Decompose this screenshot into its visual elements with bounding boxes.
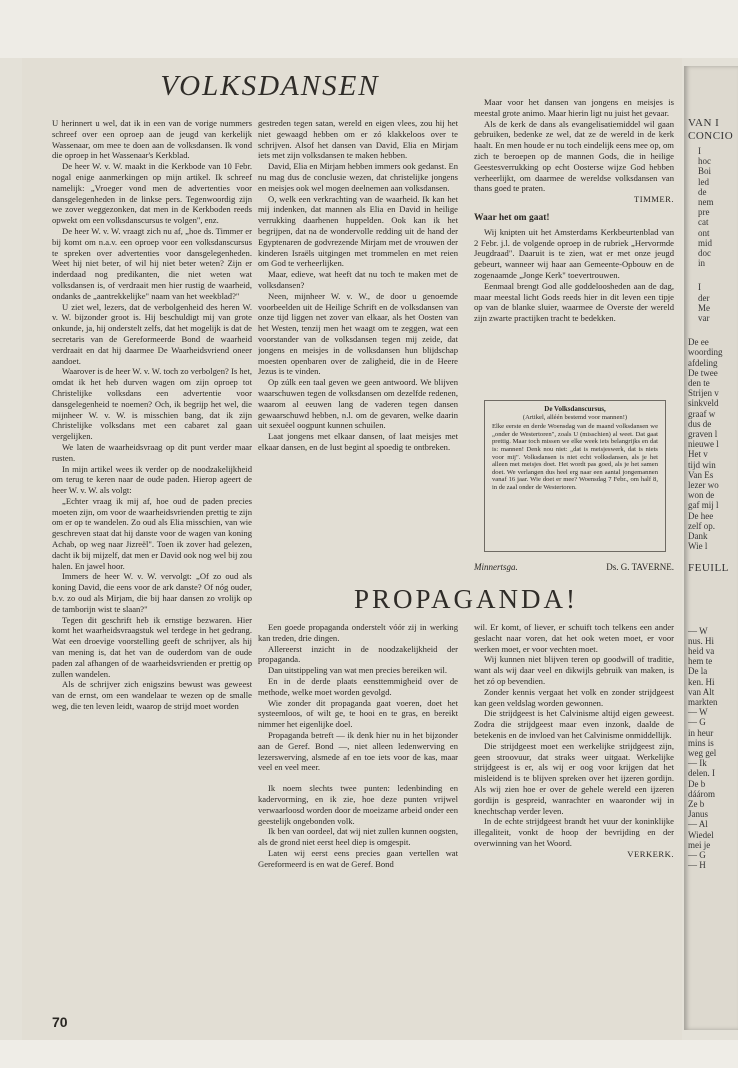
adjacent-page-text-fragment: hem te [688, 656, 713, 667]
adjacent-page-text-fragment: sinkveld [688, 398, 719, 409]
scan-border-top [0, 0, 738, 58]
adjacent-page-text-fragment: Van Es [688, 469, 714, 480]
page-number: 70 [52, 1014, 68, 1030]
paragraph: Laten wij eerst eens precies gaan vertellen wat Gereformeerd is en wat de Geref. Bond [258, 847, 458, 869]
adjacent-page-text-fragment: zelf op. [688, 520, 715, 531]
quoted-clipping-box [484, 400, 666, 552]
adjacent-page-text-fragment: VAN I [688, 117, 720, 129]
author: Ds. G. TAVERNE. [606, 562, 674, 572]
adjacent-page-text-fragment: — Al [688, 819, 708, 830]
paragraph: Maar voor het dansen van jongens en meisjes is meestal grote animo. Maar hierin ligt nu juist het gevaar. [474, 97, 674, 118]
paragraph: U ziet wel, lezers, dat de verbolgenheid des heren W. v. W. bijzonder groot is. Hij beschuldigt mij van grote onkunde, ja, hij onderstelt zelfs, dat het mogelijk is dat de secretaris van de Gereformeerde Bond de waarheid verdraait en dat hij daarmee De Waarheidsvriend oneer aandoet. [52, 301, 252, 366]
volksdansen-column-1 [52, 118, 252, 1006]
paragraph: We laten de waarheidsvraag op dit punt verder maar rusten. [52, 441, 252, 463]
propaganda-column-2 [474, 622, 674, 1004]
adjacent-page-text-fragment: lezer wo [688, 480, 719, 490]
paragraph: David, Elia en Mirjam hebben immers ook gedanst. En nu mag dus de conclusie wezen, dat christelijke jongens en meisjes ook wel mogen deelnemen aan volksdansen. [258, 161, 458, 193]
paragraph: Waarover is de heer W. v. W. toch zo verbolgen? Is het, omdat ik het heb durven wagen om zijn oproep tot Christelijke volksdans een advertentie voor dansgelegenheid te noemen? Och, ik begrijp het wel, die mijnheer W. v. W. is misschien bang, dat ik zijn Christelijke volksdans met een cabaret zal gaan vergelijken. [52, 366, 252, 442]
adjacent-page-text-fragment: dáárom [688, 788, 715, 799]
clipping-subtitle: (Artikel, alléén bestemd voor mannen!) [522, 413, 628, 421]
paragraph: Zonder kennis vergaat het volk en zonder strijdgeest kan geen veldslag worden gewonnen. [474, 686, 674, 708]
paragraph: Als de kerk de dans als evangelisatiemiddel wil gaan gebruiken, bedenke ze wel, dat ze de wereld in de kerk haalt. En men houde er nu toch eindelijk eens mee op, om zich te beroepen op de mannen Gods, die in heilige Geestesverrukking op echt Oosterse wijze God hebben verheerlijkt, om daarmee de wereldse volksdansen van thans goed te praten. [474, 118, 674, 194]
adjacent-page-text-fragment: Strijen v [688, 388, 719, 399]
adjacent-page-text-fragment: tijd win [688, 459, 716, 470]
adjacent-page-text-fragment: afdeling [688, 357, 718, 368]
paragraph: Neen, mijnheer W. v. W., de door u genoemde voorbeelden uit de Heilige Schrift en de volksdansen van onze tijd liggen net zover van elkaar, als het Oosten van het Westen, tenzij men het waagt om te zeggen, wat een voorstander van de volksdansen tegen mij zeide, dat jongens en meisjes in de volksdansen hun blijdschap moesten openbaren over de zaligheid, die in de Heere Jezus is te vinden. [258, 290, 458, 377]
paragraph: In mijn artikel wees ik verder op de noodzakelijkheid om terug te keren naar de oude paden. Hierop ageert de heer W. v. W. als volgt: [52, 463, 252, 496]
adjacent-page-text-fragment: van Alt [688, 686, 715, 697]
adjacent-page-text-fragment: led [698, 176, 709, 187]
signature-timmer: TIMMER. [633, 194, 674, 205]
adjacent-page-text-fragment: De twee [688, 367, 718, 378]
adjacent-page-text-fragment: graaf w [688, 408, 716, 419]
adjacent-page-text-fragment: weg gel [688, 748, 717, 758]
paragraph: Een goede propaganda onderstelt vóór zij in werking kan treden, drie dingen. [258, 622, 458, 643]
adjacent-page-text-fragment: pre [698, 207, 710, 218]
adjacent-page-text-fragment: in heur [688, 727, 714, 738]
adjacent-page-text-fragment: Janus [688, 809, 708, 820]
adjacent-page-text-fragment: Wie l [688, 541, 708, 552]
adjacent-page-text-fragment: woording [688, 347, 723, 358]
source-place: Minnertsga. [474, 562, 518, 572]
adjacent-page-text-fragment: — G [688, 717, 706, 728]
paragraph: In de echte strijdgeest brandt het vuur der koninklijke illegaliteit, vonkt de hoop der bevrijding en der overwinning van het Woord. [474, 816, 674, 848]
adjacent-page-text-fragment: nem [698, 197, 714, 207]
clipping-text: Elke eerste en derde Woensdag van de maand volksdansen we „onder de Westertoren", zoals U (misschien) al weet. Dat gaat prettig. Maar toch missen we elke week iets belangrijks en dat is: mannen! Denk nou niet: „dat is meisjeswerk, dat is niets voor mij". Volksdansen is niet echt volksdansen, als je het alleen met meisjes doet. Het wordt pas goed, als je het samen doet. We verlangen dus heel erg naar een aantal jongemannen vanaf 16 jaar. Wie doet er mee? Woensdag 7 Febr., om half 8, in de zaal onder de Westertoren. [492, 423, 658, 491]
paragraph: Propaganda betreft — ik denk hier nu in het bijzonder aan de Geref. Bond —, niet alleen ledenwerving en lezerswerving, alsmede af en toe iets voor de kas, maar veel en veel meer. [258, 729, 458, 773]
adjacent-page-text-fragment: den te [688, 378, 710, 388]
volksdansen-column-2 [258, 118, 458, 560]
paragraph: Wij knipten uit het Amsterdams Kerkbeurtenblad van 2 Febr. j.l. de volgende oproep in de rubriek „Hervormde Jeugdraad". Daaruit is te zien, wat er met onze jeugd gebeurt, wanneer wij haar aan Gemeente-Opbouw en de zogenaamde „Jonge Kerk" toevertrouwen. [474, 226, 674, 280]
paragraph: De heer W. v. W. vraagt zich nu af, „hoe ds. Timmer er bij komt om n.a.v. een oproep voor een volksdanscursus te spreken over advertenties voor dansgelegenheden. Weet hij niet beter, of wil hij niet beter weten? Zijn er inderdaad nog predikanten, die niet weten wat volksdansen is, of verdraait men hier rustig de waarheid, ondanks de „aantrekkelijke" naam van het weekblad?" [52, 225, 252, 301]
adjacent-page-text-fragment: I [698, 146, 701, 156]
article-title-volksdansen: VOLKSDANSEN [160, 70, 380, 102]
paragraph: Die strijdgeest moet een werkelijke strijdgeest zijn, geen stroovuur, dat straks weer uitgaat. Werkelijke strijdgeest is er, als wij er oog voor krijgen dat het misleidend is te blijven spreken over het ijzeren gordijn. Als wij zien hoe er over de gehele wereld een ijzeren gordijn is gespreid, wanrachter en waaronder wij in knechtschap verder leven. [474, 740, 674, 816]
adjacent-page-text-fragment: nieuwe l [688, 439, 719, 450]
adjacent-page-edge [684, 66, 738, 1030]
adjacent-page-text-fragment: Boi [698, 166, 712, 177]
adjacent-page-text-fragment: gaf mij l [688, 500, 719, 511]
adjacent-page-text-fragment: delen. I [688, 768, 715, 779]
volksdansen-column-3 [474, 97, 674, 397]
adjacent-page-text-fragment: won de [688, 490, 715, 501]
adjacent-page-text-fragment: Het v [688, 449, 708, 460]
adjacent-page-text-fragment: — W [688, 707, 708, 718]
clipping-title: De Volksdanscursus, [544, 405, 606, 413]
paragraph: Ik noem slechts twee punten: ledenbinding en kadervorming, en ik zie, hoe deze punten vrijwel verwaarloosd worden door de moeizame arbeid onder een geestelijk ongebonden volk. [258, 783, 458, 826]
signature-verkerk: VERKERK. [627, 848, 674, 859]
paragraph: Wie zonder dit propaganda gaat voeren, doet het systeemloos, of wilt ge, te hooi en te gras, en bereikt nimmer het eigenlijke doel. [258, 697, 458, 730]
adjacent-page-text-fragment: nus. Hi [688, 635, 715, 646]
adjacent-page-text-fragment: — Ik [688, 758, 707, 769]
adjacent-page-text-fragment: de [698, 186, 707, 197]
article-byline [474, 562, 674, 572]
paragraph: O, welk een verkrachting van de waarheid. Ik kan het mij indenken, dat mannen als Elia en David in heilige verrukking daarhenen huppelden. Ook kan ik het begrijpen, dat na de wondervolle redding uit de hand der Egyptenaren de godvrezende Mirjam met de vrouwen der kinderen Israëls uitgingen met trommelen en met reien om God te verheerlijken. [258, 193, 458, 269]
paragraph: Maar, edieve, wat heeft dat nu toch te maken met de volksdansen? [258, 269, 458, 290]
adjacent-page-text-fragment: Wiedel [688, 829, 714, 840]
adjacent-page-text-fragment: mei je [688, 839, 711, 850]
adjacent-page-text-fragment: De b [688, 778, 706, 789]
adjacent-page-text-fragment: CONCIO [688, 130, 734, 142]
adjacent-page-text-fragment: ken. Hi [688, 676, 715, 687]
adjacent-page-text-fragment: cat [698, 217, 709, 228]
paragraph: gestreden tegen satan, wereld en eigen vlees, zou hij het niet gewaagd hebben om er zó klakkeloos over te schrijven. Alsof het dansen van David, Elia en Mirjam iets met zijn volksdansen te maken hebben. [258, 118, 458, 161]
adjacent-page-text-fragment: var [698, 313, 710, 323]
paragraph: Als de schrijver zich enigszins bewust was geweest van de ernst, om een wandelaar te wezen op de smalle weg, die ten leven leidt, waarop de strijd moet worden [52, 679, 252, 712]
adjacent-page-text-fragment: De la [688, 666, 708, 677]
adjacent-page-text-fragment: — H [688, 860, 706, 871]
adjacent-page-text-fragment: ont [698, 227, 710, 238]
paragraph: wil. Er komt, of liever, er schuift toch telkens een ander geslacht naar voren, dat het ook weten moet, er voor werken moet, er voor vechten moet. [474, 622, 674, 654]
scan-border-bottom [0, 1040, 738, 1068]
paragraph: Tegen dit geschrift heb ik ernstige bezwaren. Hier komt het waarheidsvraagstuk wel terdege in het gedrang. Wat een droevige voorstelling geeft de schrijver, als hij van mening is, dat het van de ouderdom van de oude paden zal afhangen of de waarheidsvrienden er prettig op zullen wandelen. [52, 614, 252, 679]
adjacent-page-text-fragment: — W [688, 625, 708, 636]
adjacent-page-text-fragment: — G [688, 850, 706, 860]
adjacent-page-text-fragment: doc [698, 248, 711, 258]
paragraph: Ik ben van oordeel, dat wij niet zullen kunnen oogsten, als de grond niet eerst heel diep is omgespit. [258, 826, 458, 848]
paragraph: „Echter vraag ik mij af, hoe oud de paden precies moeten zijn, om voor de waarheidsvrienden prettig te zijn om er op te wandelen. Zo oud als Elia misschien, van wie geschreven staat dat hij danste voor de wagen van koning Achab, op weg naar Jizreël". Toen ik zover had gelezen, dacht ik bij mijzelf, dat men er David ook nog wel bij zou halen. En jawel hoor. [52, 495, 252, 571]
propaganda-column-1 [258, 622, 458, 1004]
adjacent-page-text-fragment: mid [698, 237, 713, 248]
paragraph: De heer W. v. W. maakt in die Kerkbode van 10 Febr. nogal enige aanmerkingen op mijn artikel. Ik schreef namelijk: „Vroeger vond men de advertenties voor dansgelegenheden in de linkse pers. Tegenwoordig zijn we zover weggezonken, dat men in de Kerkboden reeds opwekt om een volksdanscursus te volgen", enz. [52, 161, 252, 226]
article-title-propaganda: PROPAGANDA! [353, 584, 579, 614]
adjacent-page-text-fragment: De ee [688, 337, 709, 348]
paragraph: Dan uitstippeling van wat men precies bereiken wil. [268, 665, 447, 676]
adjacent-page-text-fragment: der [698, 292, 710, 303]
adjacent-page-text-fragment: Ze b [688, 799, 705, 809]
paragraph: Eenmaal brengt God alle goddeloosheden aan de dag, maar meestal licht Gods reeds hier in dit leven een tipje op van de blanke sluier, waarmee de Overste der wereld zijn zwarte practijken tracht te bedekken. [474, 280, 674, 324]
adjacent-page-text-fragment: in [698, 258, 706, 269]
paragraph: En in de derde plaats eensttemmigheid over de methode, welke moet worden gevolgd. [258, 675, 458, 697]
adjacent-page-text-fragment: heid va [688, 646, 715, 656]
adjacent-page-text-fragment: graven l [688, 429, 718, 439]
adjacent-page-text-fragment: Me [698, 302, 710, 313]
adjacent-page-text-fragment: FEUILL [688, 562, 729, 575]
adjacent-page-text-fragment: hoc [698, 156, 711, 167]
paragraph: Laat jongens met elkaar dansen, of laat meisjes met elkaar dansen, en de lust begint al spoedig te ontbreken. [258, 431, 458, 452]
adjacent-page-text-fragment: De hee [688, 510, 714, 521]
paragraph: Wij kunnen niet blijven teren op goodwill of traditie, want als wij daar veel en dikwijls gebruik van maken, is het zó op bevendien. [474, 654, 674, 686]
adjacent-page-text-fragment: markten [688, 697, 718, 707]
paragraph: U herinnert u wel, dat ik in een van de vorige nummers schreef over een oproep aan de jeugd van kerkelijk Wassenaar, om mee te doen aan de volksdansen. Ik vond die oproep in het Wassenaar's Kerkblad. [52, 118, 252, 161]
article-title-waar-het-om-gaat: Waar het om gaat! [474, 212, 550, 223]
paragraph: Die strijdgeest is het Calvinisme altijd eigen geweest. Zodra die strijdgeest maar even inzonk, daalde de betekenis en de invloed van het Calvinisme onmiddellijk. [474, 708, 674, 740]
paragraph: Immers de heer W. v. W. vervolgt: „Of zo oud als koning David, die eens voor de ark danste? Of nóg ouder, b.v. zo oud als Mirjam, die bij haar dansen zo vrolijk op de tamborijn wist te slaan?" [52, 571, 252, 614]
adjacent-page-text-fragment: Dank [688, 531, 708, 541]
paragraph: Op zúlk een taal geven we geen antwoord. We blijven waarschuwen tegen de volksdansen om dezelfde redenen, waarom al eeuwen lang de vaderen tegen dansen gewaarschuwd hebben, n.l. om de gevaren, welke daarin uit sexuëel oogpunt kunnen schuilen. [258, 377, 458, 431]
adjacent-page-text-fragment: dus de [688, 418, 712, 429]
paragraph: Allereerst inzicht in de noodzakelijkheid der propaganda. [258, 643, 458, 665]
adjacent-page-text-fragment: I [698, 282, 701, 293]
adjacent-page-text-fragment: mins is [688, 737, 714, 748]
